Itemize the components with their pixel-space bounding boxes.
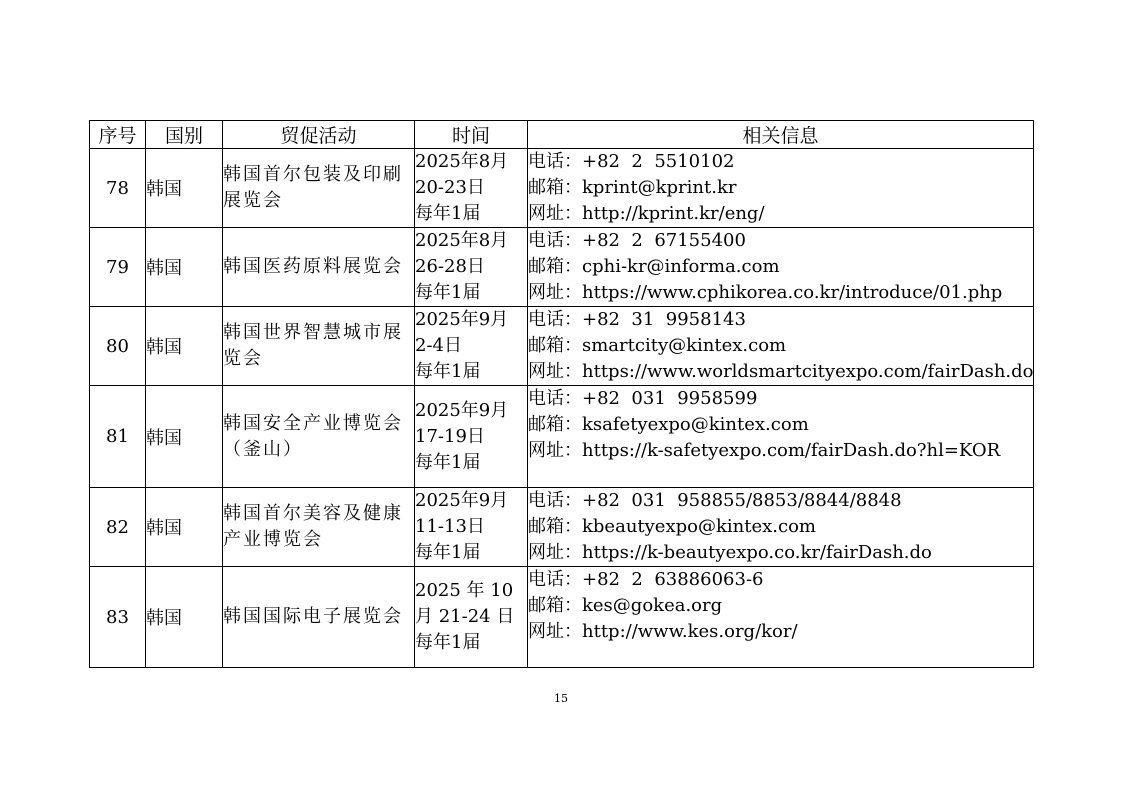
- table-row: [90, 307, 1034, 386]
- email-label: 邮箱：: [528, 516, 582, 537]
- row-number: 79: [90, 228, 146, 307]
- info-email: [528, 412, 1033, 438]
- phone-value: +82 2 63886063-6: [582, 569, 764, 590]
- header-event: 贸促活动: [223, 121, 415, 149]
- header-time: 时间: [415, 121, 528, 149]
- info-web: [528, 438, 1033, 464]
- header-no: 序号: [90, 121, 146, 149]
- trade-fair-table: [89, 120, 1034, 668]
- info-email: [528, 333, 1033, 359]
- info-phone: [528, 149, 1033, 175]
- phone-label: 电话：: [528, 230, 582, 251]
- email-label: 邮箱：: [528, 595, 582, 616]
- row-info: [528, 386, 1034, 488]
- info-email: [528, 514, 1033, 540]
- row-info: [528, 307, 1034, 386]
- row-number: 78: [90, 149, 146, 228]
- phone-label: 电话：: [528, 151, 582, 172]
- phone-value: +82 31 9958143: [582, 309, 746, 330]
- info-email: [528, 593, 1033, 619]
- web-link[interactable]: http://www.kes.org/kor/: [582, 621, 798, 642]
- phone-value: +82 031 9958599: [582, 388, 758, 409]
- table-row: [90, 567, 1034, 668]
- web-link[interactable]: https://k-safetyexpo.com/fairDash.do?hl=KOR: [582, 440, 1001, 461]
- row-country: 韩国: [146, 567, 223, 668]
- row-time: 2025年9月 17-19日 每年1届: [415, 386, 528, 488]
- row-info: [528, 567, 1034, 668]
- info-web: [528, 540, 1033, 566]
- web-link[interactable]: https://k-beautyexpo.co.kr/fairDash.do: [582, 542, 932, 563]
- web-label: 网址：: [528, 203, 582, 224]
- row-time: 2025 年 10 月 21-24 日 每年1届: [415, 567, 528, 668]
- row-info: [528, 228, 1034, 307]
- web-label: 网址：: [528, 361, 582, 382]
- phone-label: 电话：: [528, 388, 582, 409]
- row-time: 2025年9月 2-4日 每年1届: [415, 307, 528, 386]
- row-number: 81: [90, 386, 146, 488]
- web-label: 网址：: [528, 621, 582, 642]
- info-phone: [528, 386, 1033, 412]
- row-time: 2025年8月 20-23日 每年1届: [415, 149, 528, 228]
- phone-value: +82 2 5510102: [582, 151, 735, 172]
- web-link[interactable]: https://www.worldsmartcityexpo.com/fairDash.do: [582, 361, 1034, 382]
- table-row: [90, 228, 1034, 307]
- row-event: 韩国安全产业博览会（釜山）: [223, 386, 415, 488]
- row-country: 韩国: [146, 488, 223, 567]
- web-link[interactable]: http://kprint.kr/eng/: [582, 203, 765, 224]
- email-link[interactable]: cphi-kr@informa.com: [582, 256, 780, 277]
- phone-label: 电话：: [528, 490, 582, 511]
- row-country: 韩国: [146, 149, 223, 228]
- row-event: 韩国医药原料展览会: [223, 228, 415, 307]
- info-web: [528, 359, 1033, 385]
- table-row: [90, 149, 1034, 228]
- email-link[interactable]: smartcity@kintex.com: [582, 335, 787, 356]
- row-number: 82: [90, 488, 146, 567]
- phone-label: 电话：: [528, 569, 582, 590]
- row-info: [528, 488, 1034, 567]
- row-number: 83: [90, 567, 146, 668]
- email-link[interactable]: kes@gokea.org: [582, 595, 723, 616]
- email-label: 邮箱：: [528, 414, 582, 435]
- email-label: 邮箱：: [528, 256, 582, 277]
- email-label: 邮箱：: [528, 335, 582, 356]
- web-label: 网址：: [528, 542, 582, 563]
- email-label: 邮箱：: [528, 177, 582, 198]
- info-email: [528, 175, 1033, 201]
- web-link[interactable]: https://www.cphikorea.co.kr/introduce/01.php: [582, 282, 1003, 303]
- email-link[interactable]: kbeautyexpo@kintex.com: [582, 516, 816, 537]
- row-info: [528, 149, 1034, 228]
- row-country: 韩国: [146, 307, 223, 386]
- email-link[interactable]: ksafetyexpo@kintex.com: [582, 414, 809, 435]
- info-phone: [528, 567, 1033, 593]
- info-email: [528, 254, 1033, 280]
- table-row: [90, 488, 1034, 567]
- phone-label: 电话：: [528, 309, 582, 330]
- row-country: 韩国: [146, 386, 223, 488]
- row-number: 80: [90, 307, 146, 386]
- info-phone: [528, 307, 1033, 333]
- web-label: 网址：: [528, 440, 582, 461]
- row-time: 2025年8月 26-28日 每年1届: [415, 228, 528, 307]
- row-country: 韩国: [146, 228, 223, 307]
- table-header-row: [90, 121, 1034, 149]
- info-web: [528, 280, 1033, 306]
- row-event: 韩国国际电子展览会: [223, 567, 415, 668]
- table-row: [90, 386, 1034, 488]
- header-info: 相关信息: [528, 121, 1034, 149]
- phone-value: +82 2 67155400: [582, 230, 746, 251]
- row-time: 2025年9月 11-13日 每年1届: [415, 488, 528, 567]
- phone-value: +82 031 958855/8853/8844/8848: [582, 490, 902, 511]
- row-event: 韩国世界智慧城市展览会: [223, 307, 415, 386]
- info-web: [528, 619, 1033, 645]
- row-event: 韩国首尔美容及健康产业博览会: [223, 488, 415, 567]
- info-phone: [528, 228, 1033, 254]
- info-phone: [528, 488, 1033, 514]
- header-country: 国别: [146, 121, 223, 149]
- info-web: [528, 201, 1033, 227]
- email-link[interactable]: kprint@kprint.kr: [582, 177, 737, 198]
- row-event: 韩国首尔包装及印刷展览会: [223, 149, 415, 228]
- web-label: 网址：: [528, 282, 582, 303]
- page-number: 15: [554, 692, 568, 705]
